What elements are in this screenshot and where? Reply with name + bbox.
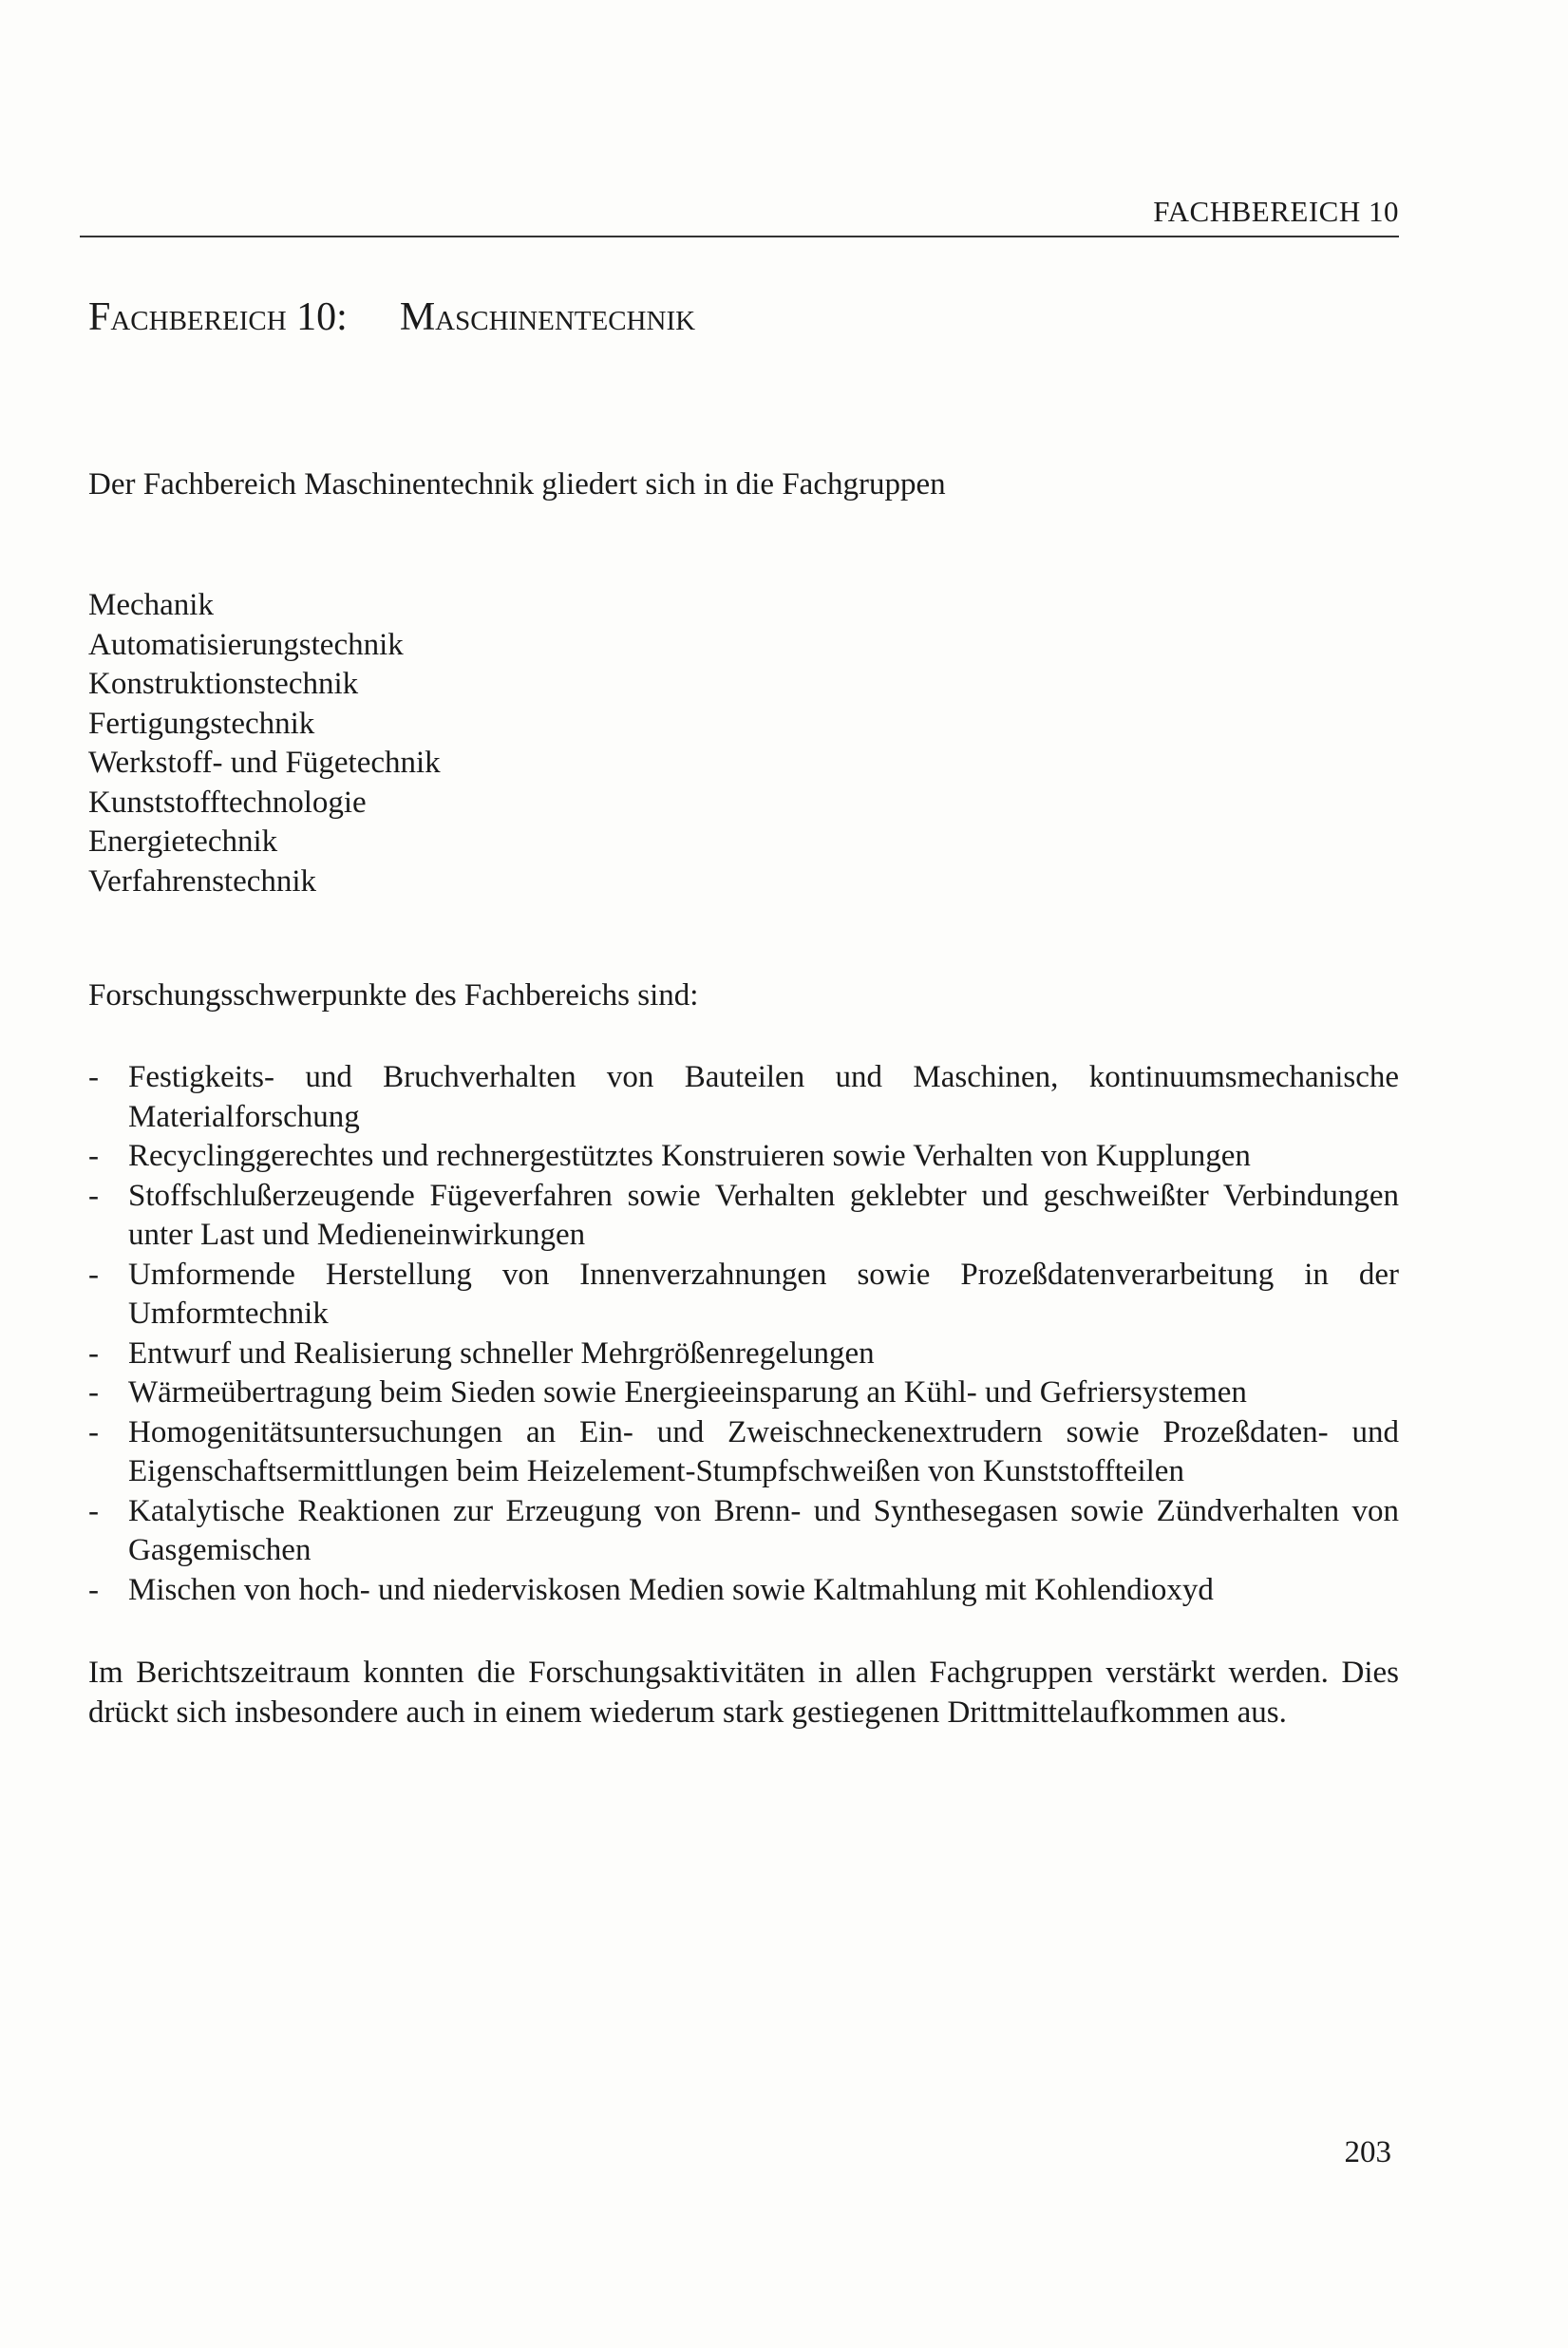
list-dash: - xyxy=(88,1060,99,1094)
fachgruppen-list xyxy=(88,586,441,901)
focus-item-text: Homogenitätsuntersuchungen an Ein- und Zweischneckenextrudern sowie Prozeßdaten- und Eigenschaftsermittlungen beim Heizelement-Stumpfschweißen von Kunststoffteilen xyxy=(128,1414,1399,1488)
focus-item xyxy=(88,1335,1399,1374)
focus-item xyxy=(88,1492,1399,1571)
focus-heading: Forschungsschwerpunkte des Fachbereichs sind: xyxy=(88,978,699,1013)
list-dash: - xyxy=(88,1493,99,1528)
fachgruppe-item: Mechanik xyxy=(88,588,214,622)
focus-item-text: Mischen von hoch- und niederviskosen Medien sowie Kaltmahlung mit Kohlendioxyd xyxy=(128,1572,1214,1607)
fachgruppe-item: Verfahrenstechnik xyxy=(88,863,317,899)
fachgruppe-item: Konstruktionstechnik xyxy=(88,667,359,701)
summary-paragraph: Im Berichtszeitraum konnten die Forschungsaktivitäten in allen Fachgruppen verstärkt werden. Dies drückt sich insbesondere auch in einem wiederum stark gestiegenen Drittmittelaufkommen aus. xyxy=(88,1656,1399,1730)
focus-item-text: Stoffschlußerzeugende Fügeverfahren sowie Verhalten geklebter und geschweißter Verbindungen unter Last und Medieneinwirkungen xyxy=(128,1178,1399,1252)
chapter-title-name: Maschinentechnik xyxy=(399,295,696,339)
list-dash: - xyxy=(88,1335,99,1371)
focus-item xyxy=(88,1373,1399,1413)
chapter-title-number: Fachbereich 10: xyxy=(88,295,348,339)
focus-item xyxy=(88,1058,1399,1137)
focus-item xyxy=(88,1177,1399,1256)
running-head: FACHBEREICH 10 xyxy=(1153,195,1399,228)
focus-item-text: Festigkeits- und Bruchverhalten von Bauteilen und Maschinen, kontinuumsmechanische Materialforschung xyxy=(128,1060,1399,1134)
focus-item xyxy=(88,1413,1399,1492)
focus-item xyxy=(88,1571,1399,1611)
header-rule xyxy=(80,236,1399,237)
focus-item-text: Umformende Herstellung von Innenverzahnungen sowie Prozeßdatenverarbeitung in der Umformtechnik xyxy=(128,1257,1399,1331)
focus-item-text: Wärmeübertragung beim Sieden sowie Energieeinsparung an Kühl- und Gefriersystemen xyxy=(128,1375,1247,1410)
list-dash: - xyxy=(88,1572,99,1607)
list-dash: - xyxy=(88,1139,99,1173)
page-number: 203 xyxy=(1344,2135,1391,2169)
list-dash: - xyxy=(88,1414,99,1449)
fachgruppe-item: Kunststofftechnologie xyxy=(88,785,367,820)
fachgruppe-item: Werkstoff- und Fügetechnik xyxy=(88,746,441,780)
focus-item-text: Recyclinggerechtes und rechnergestütztes Konstruieren sowie Verhalten von Kupplungen xyxy=(128,1139,1251,1173)
intro-sentence: Der Fachbereich Maschinentechnik gliedert sich in die Fachgruppen xyxy=(88,467,946,502)
list-dash: - xyxy=(88,1257,99,1292)
list-dash: - xyxy=(88,1375,99,1410)
focus-item xyxy=(88,1137,1399,1177)
fachgruppe-item: Fertigungstechnik xyxy=(88,706,315,741)
chapter-title xyxy=(88,294,695,340)
focus-item-text: Katalytische Reaktionen zur Erzeugung von Brenn- und Synthesegasen sowie Zündverhalten von Gasgemischen xyxy=(128,1493,1399,1567)
fachgruppe-item: Energietechnik xyxy=(88,824,278,859)
forschungsschwerpunkte-list xyxy=(88,1058,1399,1610)
focus-item-text: Entwurf und Realisierung schneller Mehrgrößenregelungen xyxy=(128,1335,875,1371)
fachgruppe-item: Automatisierungstechnik xyxy=(88,627,404,662)
list-dash: - xyxy=(88,1178,99,1213)
focus-item xyxy=(88,1256,1399,1335)
